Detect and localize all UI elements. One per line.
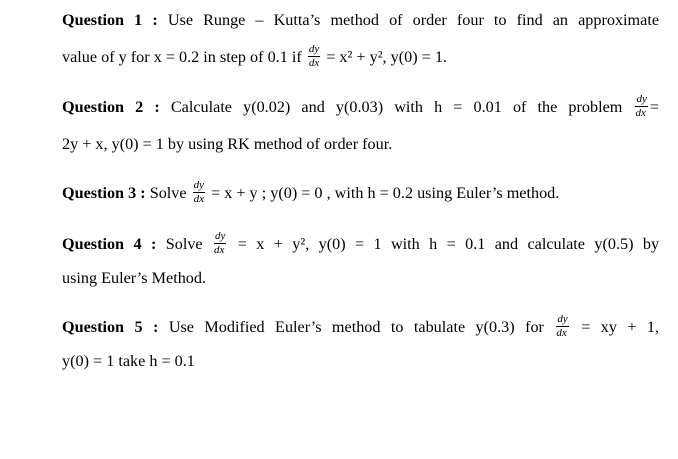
question-4-line-1 [62,230,660,258]
question-2-text-3: 2y + x, y(0) = 1 by using RK method of order four. [62,135,393,153]
question-5-text-1: Use Modified Euler’s method to tabulate y(0.3) for [168,318,544,337]
question-3-text-2: = x + y ; y(0) = 0 , with h = 0.2 using Euler’s method. [211,184,560,203]
question-1-derivative [308,44,320,69]
question-1-line-1 [62,10,659,30]
question-5-derivative [556,314,568,339]
question-1-text-2: value of y for x = 0.2 in step of 0.1 if [62,48,302,67]
question-5-line-2 [62,351,195,371]
question-4-label: Question 4 [62,235,142,254]
question-4-text-2: = x + y², y(0) = 1 with h = 0.1 and calculate y(0.5) by [237,235,660,254]
question-1-line-2 [62,43,447,71]
question-2-line-2 [62,134,392,154]
fraction-numerator: dy [636,93,647,105]
question-1-text-3: = x² + y², y(0) = 1. [326,48,447,67]
question-3-separator: : [140,184,146,203]
fraction-numerator: dy [557,313,568,325]
fraction-denominator: dx [556,327,567,339]
question-5-line-1 [62,313,660,341]
fraction-denominator: dx [193,193,205,205]
question-5-text-3: y(0) = 1 take h = 0.1 [62,352,195,370]
question-4-text-1: Solve [165,235,203,254]
fraction-denominator: dx [308,57,320,69]
question-1-separator: : [152,11,158,29]
question-2-text-2: = [649,98,660,117]
question-2-line-1 [62,93,660,121]
question-1-text-1: Use Runge – Kutta’s method of order four to find an approximate [167,11,660,29]
fraction-denominator: dx [635,107,646,119]
question-3-line-1 [62,179,560,207]
question-3-derivative [193,180,205,205]
question-2-text-1: Calculate y(0.02) and y(0.03) with h = 0.01 of the problem [170,98,623,117]
question-1-label: Question 1 [62,11,143,29]
question-4-text-3: using Euler’s Method. [62,269,207,287]
question-3-text-1: Solve [149,184,187,203]
question-2-derivative [635,94,647,119]
question-4-line-2 [62,268,206,288]
fraction-numerator: dy [308,43,320,55]
question-5-label: Question 5 [62,318,143,337]
fraction-numerator: dy [193,179,205,191]
question-2-separator: : [154,98,160,117]
question-5-text-2: = xy + 1, [581,318,660,337]
question-3-label: Question 3 [62,184,137,203]
fraction-denominator: dx [213,244,225,256]
question-5-separator: : [153,318,159,337]
question-4-separator: : [150,235,157,254]
question-4-derivative [214,231,226,256]
fraction-numerator: dy [214,230,226,242]
question-2-label: Question 2 [62,98,144,117]
